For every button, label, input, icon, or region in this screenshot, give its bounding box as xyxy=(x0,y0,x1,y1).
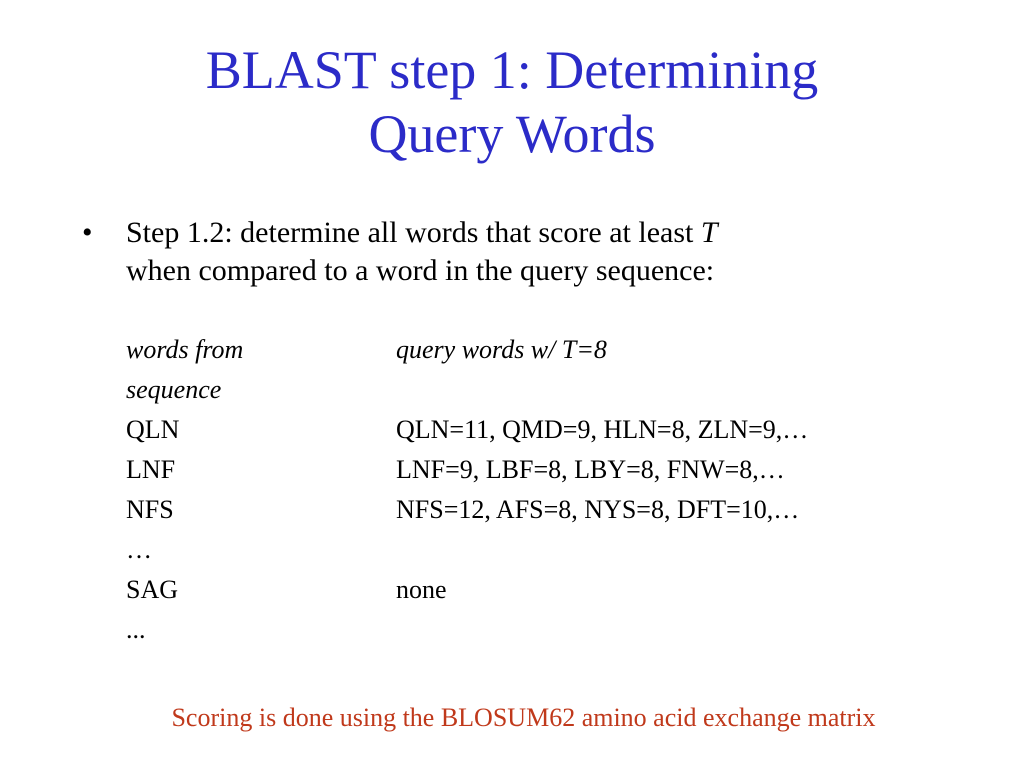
sequence-word: LNF xyxy=(126,455,176,484)
footer-note: Scoring is done using the BLOSUM62 amino acid exchange matrix xyxy=(171,703,876,732)
header-sequence: sequence xyxy=(126,375,222,404)
sequence-word: QLN xyxy=(126,415,180,444)
slide-title-line-1: BLAST step 1: Determining xyxy=(205,40,819,100)
bullet-line-1 xyxy=(126,214,986,252)
query-word-list: LNF=9, LBF=8, LBY=8, FNW=8,… xyxy=(396,455,785,484)
header-words-from: words from xyxy=(126,335,244,364)
query-word-list: NFS=12, AFS=8, NYS=8, DFT=10,… xyxy=(396,495,800,524)
bullet-line-1-text: Step 1.2: determine all words that score at least xyxy=(126,216,701,249)
slide-title-line-2: Query Words xyxy=(368,104,656,164)
query-word-list: none xyxy=(396,575,447,604)
sequence-word: ... xyxy=(126,615,146,644)
bullet-text xyxy=(126,214,986,290)
sequence-word: SAG xyxy=(126,575,179,604)
header-query-words: query words w/ T=8 xyxy=(396,335,607,364)
query-word-list: QLN=11, QMD=9, HLN=8, ZLN=9,… xyxy=(396,415,809,444)
bullet-marker: • xyxy=(82,216,93,249)
sequence-word: NFS xyxy=(126,495,174,524)
sequence-word: … xyxy=(126,535,152,564)
threshold-symbol: T xyxy=(700,216,718,249)
bullet-line-2: when compared to a word in the query sequence: xyxy=(126,254,715,287)
slide-title xyxy=(0,38,1024,166)
